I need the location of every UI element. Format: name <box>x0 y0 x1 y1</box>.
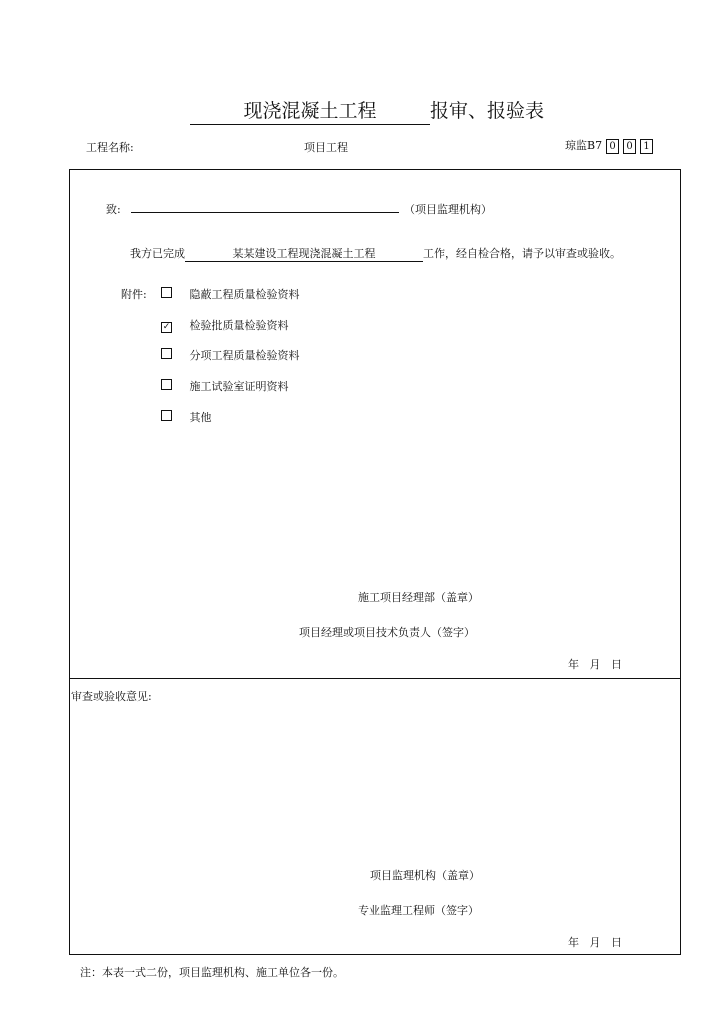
checkbox-icon[interactable] <box>161 348 172 359</box>
attachment-label: 施工试验室证明资料 <box>189 380 289 393</box>
form-code-prefix: 琼监B7 <box>565 139 603 152</box>
attachment-item <box>161 317 289 333</box>
attachment-label: 其他 <box>189 411 212 424</box>
form-title <box>190 96 544 125</box>
title-work-name: 现浇混凝土工程 <box>190 96 430 125</box>
form-code <box>565 137 653 154</box>
completed-prefix: 我方已完成 <box>130 247 185 260</box>
date-field: 年 月 日 <box>568 658 622 671</box>
project-name-label: 工程名称: <box>86 141 134 154</box>
code-digit: 0 <box>606 139 619 154</box>
manager-signature: 项目经理或项目技术负责人（签字） <box>299 626 475 639</box>
checkbox-icon[interactable] <box>161 287 172 298</box>
attachment-item <box>161 347 300 363</box>
attachment-item <box>161 378 289 394</box>
title-suffix: 报审、报验表 <box>430 100 545 122</box>
to-org-line[interactable] <box>131 212 399 213</box>
completed-statement <box>130 245 621 262</box>
attachments-label: 附件: <box>121 288 147 301</box>
date-field: 年 月 日 <box>568 936 622 949</box>
footer-note: 注：本表一式二份，项目监理机构、施工单位各一份。 <box>80 966 344 979</box>
to-org-hint: （项目监理机构） <box>404 203 492 216</box>
project-name-value: 项目工程 <box>304 141 348 154</box>
code-digit: 0 <box>623 139 636 154</box>
completed-suffix: 工作，经自检合格，请予以审查或验收。 <box>423 247 621 260</box>
supervision-org-stamp: 项目监理机构（盖章） <box>370 869 480 882</box>
attachment-label: 隐蔽工程质量检验资料 <box>189 288 300 301</box>
checkbox-checked-icon[interactable]: ✓ <box>162 322 171 332</box>
attachment-label: 分项工程质量检验资料 <box>189 349 300 362</box>
checkbox-icon[interactable] <box>161 379 172 390</box>
completed-work-name[interactable]: 某某建设工程现浇混凝土工程 <box>185 245 423 262</box>
attachment-item <box>161 409 212 425</box>
attachment-item <box>161 286 300 302</box>
section-divider <box>69 678 681 679</box>
checkbox-icon[interactable] <box>161 410 172 421</box>
contractor-dept-stamp: 施工项目经理部（盖章） <box>358 591 479 604</box>
attachment-label: 检验批质量检验资料 <box>189 319 289 332</box>
to-label: 致: <box>106 203 121 216</box>
code-digit: 1 <box>640 139 653 154</box>
review-opinion-label: 审查或验收意见: <box>71 690 152 703</box>
engineer-signature: 专业监理工程师（签字） <box>358 904 479 917</box>
